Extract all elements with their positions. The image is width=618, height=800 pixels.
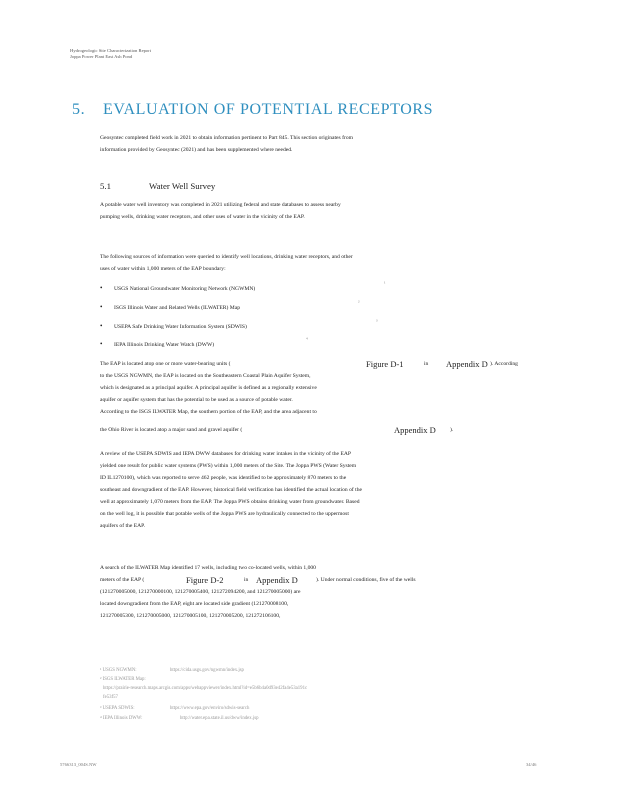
footnote-marker-icon: ² [358, 301, 360, 306]
bullet-icon: • [100, 340, 103, 348]
figure-link[interactable]: Figure D-1 [366, 359, 404, 369]
chapter-title: EVALUATION OF POTENTIAL RECEPTORS [103, 101, 434, 118]
report-header-subtitle: Joppa Power Plant East Ash Pond [70, 54, 133, 59]
chapter-heading [72, 101, 433, 119]
report-header-title: Hydrogeologic Site Characterization Report [70, 48, 152, 53]
footnote-link[interactable]: https://www.epa.gov/enviro/sdwis-search [170, 706, 250, 711]
bullet-icon: • [100, 303, 103, 311]
section-title: Water Well Survey [149, 181, 216, 191]
figure-link[interactable]: Figure D-2 [186, 575, 224, 585]
paragraph-sources: The following sources of information were queried to identify well locations, drinking water receptors, and other uses of water within 1,000 meters of the EAP boundary: [100, 254, 353, 272]
footnote-marker-icon: ⁴ [306, 338, 308, 343]
intro-paragraph: Geosyntec completed field work in 2021 to obtain information pertinent to Part 845. This section originates from information provided by Geosyntec (2021) and has been supplemented where needed. [100, 135, 353, 153]
section-heading [100, 181, 215, 191]
footnote-link[interactable]: https://cida.usgs.gov/ngwmn/index.jsp [170, 668, 244, 673]
bullet-icon: • [100, 322, 103, 330]
chapter-number: 5. [72, 101, 86, 118]
list-item: • ISGS Illinois Water and Related Wells (ILWATER) Map [100, 303, 241, 311]
footnote-link[interactable]: fe53f57 [103, 695, 118, 700]
paragraph-public-water-system: A review of the USEPA SDWIS and IEPA DWW databases for drinking water intakes in the vicinity of the EAP yielded one result for public water systems (PWS) within 1,000 meters of the Site. The Joppa PWS (Water System ID IL1270100), which was reported to serve 462 people, was identified to be approximately 870 meters to the southeast and downgradient of the EAP. However, historical field verification has identified the actual location of the well at approximately 1,070 meters from the EAP. The Joppa PWS obtains drinking water from groundwater. Based on the well log, it is possible that potable wells of the Joppa PWS are hydraulically connected to the uppermost aquifers of the EAP. [100, 451, 362, 529]
page-number: 34/46 [526, 762, 537, 767]
footnote-marker-icon: ³ [376, 320, 378, 325]
bullet-icon: • [100, 284, 103, 292]
appendix-link[interactable]: Appendix D [256, 575, 298, 585]
section-number: 5.1 [100, 181, 111, 191]
footnote-link[interactable]: https://prairie-research.maps.arcgis.com/apps/webappviewer/index.html?id=e5b6b4a0d93e42fa4e53a191c [103, 686, 308, 691]
appendix-link[interactable]: Appendix D [394, 425, 436, 435]
list-item: • USEPA Safe Drinking Water Information System (SDWIS) [100, 322, 247, 330]
appendix-link[interactable]: Appendix D [446, 359, 488, 369]
footnote-marker-icon: ¹ [384, 282, 386, 287]
list-item: • IEPA Illinois Drinking Water Watch (DWW) [100, 340, 215, 348]
footer-document-id: 5766313_004S.NW [60, 762, 97, 767]
paragraph-well-inventory: A potable water well inventory was completed in 2021 utilizing federal and state databases to assess nearby pumping wells, drinking water receptors, and other uses of water in the vicinity of the EAP. [100, 202, 341, 220]
list-item: • USGS National Groundwater Monitoring Network (NGWMN) [100, 284, 256, 292]
footnote-link[interactable]: http://water.epa.state.il.us/dww/index.jsp [180, 716, 259, 721]
